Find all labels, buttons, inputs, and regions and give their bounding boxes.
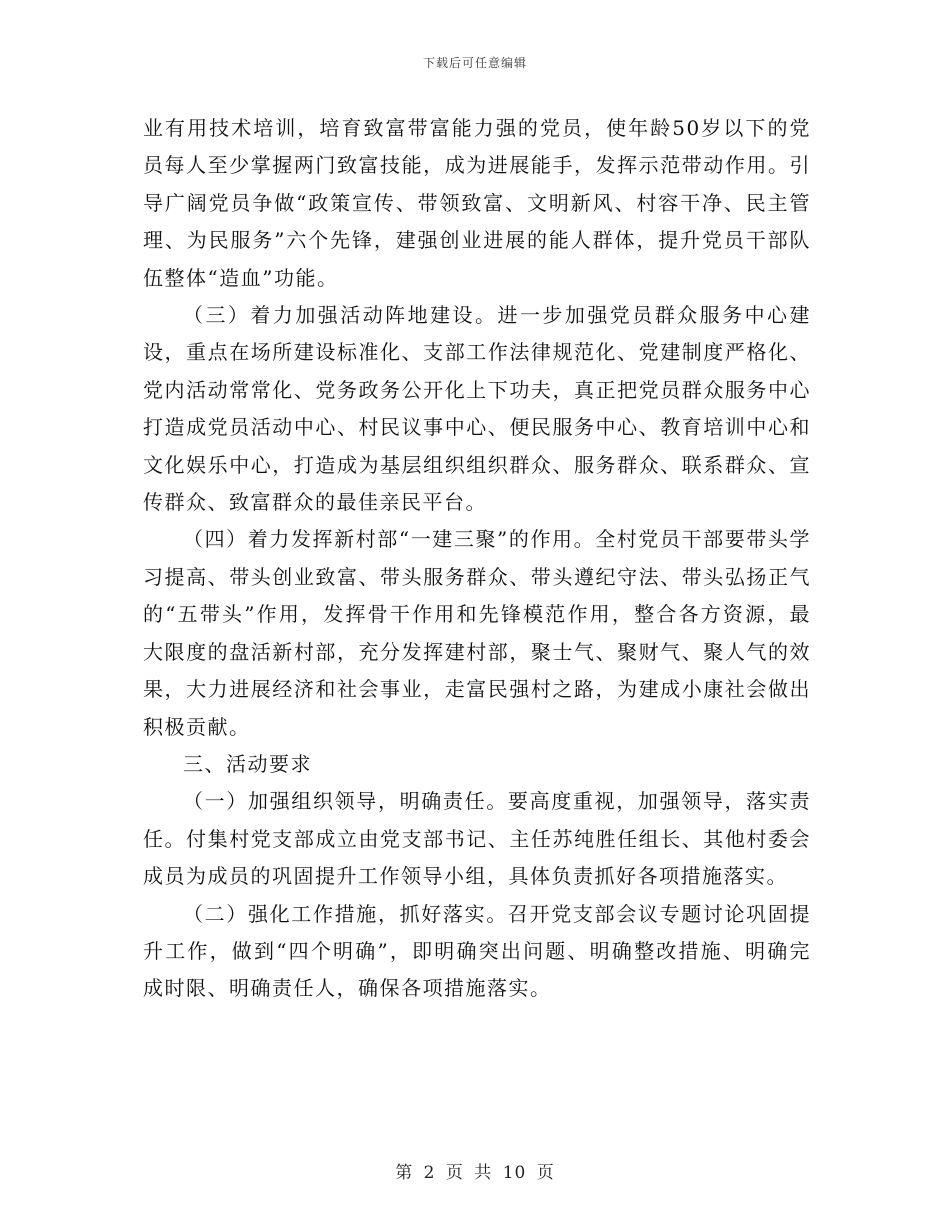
body-text [143,110,811,1008]
paragraph-section-3: （三）着力加强活动阵地建设。进一步加强党员群众服务中心建设，重点在场所建设标准化、支部工作法律规范化、党建制度严格化、党内活动常常化、党务政务公开化上下功夫，真正把党员群众服务中心打造成党员活动中心、村民议事中心、便民服务中心、教育培训中心和文化娱乐中心，打造成为基层组织组织群众、服务群众、联系群众、宣传群众、致富群众的最佳亲民平台。 [143,303,811,515]
page-number: 第 2 页 共 10 页 [395,1163,555,1183]
paragraph-continuation: 业有用技术培训，培育致富带富能力强的党员，使年龄50岁以下的党员每人至少掌握两门致富技能，成为进展能手，发挥示范带动作用。引导广阔党员争做“政策宣传、带领致富、文明新风、村容干净、民主管理、为民服务”六个先锋，建强创业进展的能人群体，提升党员干部队伍整体“造血”功能。 [143,116,811,290]
header-note: 下载后可任意编辑 [422,56,527,70]
paragraph-requirement-2: （二）强化工作措施，抓好落实。召开党支部会议专题讨论巩固提升工作，做到“四个明确”，即明确突出问题、明确整改措施、明确完成时限、明确责任人，确保各项措施落实。 [143,901,811,1001]
section-heading-requirements: 三、活动要求 [183,751,312,776]
paragraph-section-4: （四）着力发挥新村部“一建三聚”的作用。全村党员干部要带头学习提高、带头创业致富、带头服务群众、带头遵纪守法、带头弘扬正气的“五带头”作用，发挥骨干作用和先锋模范作用，整合各方资源，最大限度的盘活新村部，充分发挥建村部，聚士气、聚财气、聚人气的效果，大力进展经济和社会事业，走富民强村之路，为建成小康社会做出积极贡献。 [143,527,811,739]
paragraph-requirement-1: （一）加强组织领导，明确责任。要高度重视，加强领导，落实责任。付集村党支部成立由党支部书记、主任苏纯胜任组长、其他村委会成员为成员的巩固提升工作领导小组，具体负责抓好各项措施落实。 [143,789,811,889]
